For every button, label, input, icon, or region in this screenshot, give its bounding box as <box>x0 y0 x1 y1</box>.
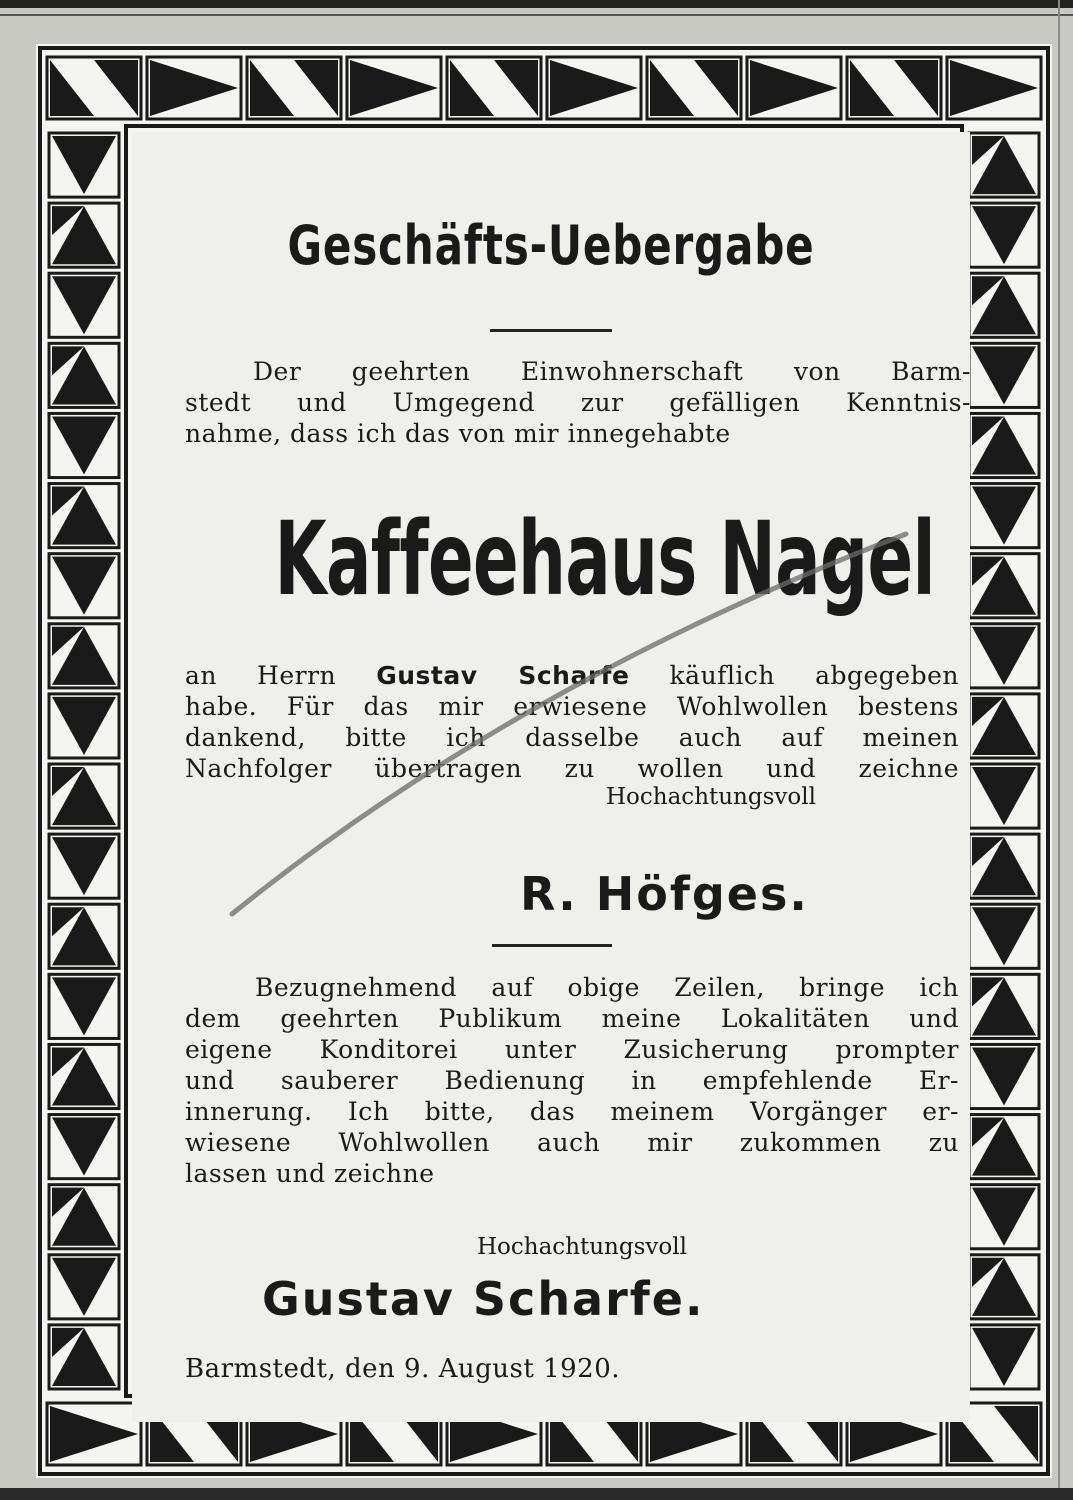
advertisement-frame <box>36 44 1052 1478</box>
intro-line: stedt und Umgegend zur gefälligen Kenntnis- <box>185 388 971 417</box>
newspaper-column-rule <box>1058 0 1060 1500</box>
transfer-paragraph <box>185 660 959 784</box>
border-tile <box>49 764 119 828</box>
advertisement-body <box>132 132 970 1422</box>
border-tile <box>49 834 119 898</box>
border-tile <box>647 57 741 119</box>
border-tile <box>49 904 119 968</box>
border-tile <box>49 694 119 758</box>
closing-1: Hochachtungsvoll <box>606 784 816 810</box>
border-tile <box>847 57 941 119</box>
border-tile <box>49 413 119 477</box>
border-tile <box>969 694 1039 758</box>
border-tile <box>147 57 241 119</box>
ad-title: Geschäfts-Uebergabe <box>287 214 815 277</box>
transfer-line: habe. Für das mir erwiesene Wohlwollen bestens <box>185 692 959 721</box>
border-tile <box>969 1044 1039 1108</box>
border-tile <box>47 1403 141 1465</box>
border-tile <box>49 273 119 337</box>
border-tile <box>49 1185 119 1249</box>
newspaper-top-rule <box>0 0 1073 8</box>
border-tile <box>969 764 1039 828</box>
border-tile <box>247 57 341 119</box>
second-line: Bezugnehmend auf obige Zeilen, bringe ich <box>255 973 959 1002</box>
title-divider <box>490 329 612 332</box>
border-tile <box>49 343 119 407</box>
border-tile <box>47 57 141 119</box>
border-tile <box>969 273 1039 337</box>
intro-line: Der geehrten Einwohnerschaft von Barm- <box>253 357 971 386</box>
border-tile <box>49 203 119 267</box>
intro-line: nahme, dass ich das von mir innegehabte <box>185 419 731 448</box>
border-tile <box>447 57 541 119</box>
border-tile <box>49 624 119 688</box>
border-tile <box>747 57 841 119</box>
intro-paragraph <box>185 356 971 449</box>
border-tile <box>969 413 1039 477</box>
border-tile <box>49 974 119 1038</box>
dateline: Barmstedt, den 9. August 1920. <box>185 1354 620 1384</box>
border-tile <box>969 1255 1039 1319</box>
border-tile <box>969 1325 1039 1389</box>
border-tile <box>969 554 1039 618</box>
second-line: innerung. Ich bitte, das meinem Vorgänger er- <box>185 1097 959 1126</box>
border-tile <box>969 203 1039 267</box>
border-tile <box>969 1115 1039 1179</box>
second-line: lassen und zeichne <box>185 1159 435 1188</box>
second-line: dem geehrten Publikum meine Lokalitäten und <box>185 1004 959 1033</box>
border-tile <box>547 57 641 119</box>
transfer-line: Nachfolger übertragen zu wollen und zeichne <box>185 754 959 783</box>
second-line: und sauberer Bedienung in empfehlende Er- <box>185 1066 959 1095</box>
border-tile <box>969 343 1039 407</box>
border-tile <box>969 133 1039 197</box>
border-tile <box>969 1185 1039 1249</box>
border-tile <box>947 57 1041 119</box>
border-tile <box>49 1115 119 1179</box>
closing-2: Hochachtungsvoll <box>477 1234 687 1260</box>
border-tile <box>969 974 1039 1038</box>
transfer-line: dankend, bitte ich dasselbe auch auf meinen <box>185 723 959 752</box>
transfer-line-1 <box>185 660 959 691</box>
border-tile <box>49 1255 119 1319</box>
buyer-name: Gustav Scharfe <box>376 661 630 690</box>
business-name: Kaffeehaus Nagel <box>274 500 935 619</box>
border-tile <box>49 1044 119 1108</box>
border-tile <box>969 834 1039 898</box>
border-tile <box>347 57 441 119</box>
border-tile <box>49 554 119 618</box>
border-tile <box>49 133 119 197</box>
border-tile <box>49 484 119 548</box>
border-tile <box>49 1325 119 1389</box>
newspaper-top-thin-rule <box>0 14 1073 16</box>
signature-1: R. Höfges. <box>520 867 809 921</box>
transfer-line-1-rest: käuflich abgegeben <box>629 661 959 690</box>
newspaper-bottom-rule <box>0 1488 1073 1500</box>
border-tile <box>969 904 1039 968</box>
transfer-prefix: an Herrn <box>185 661 377 690</box>
border-tile <box>969 624 1039 688</box>
middle-divider <box>492 944 612 947</box>
second-paragraph <box>185 972 959 1189</box>
second-line: wiesene Wohlwollen auch mir zukommen zu <box>185 1128 959 1157</box>
border-tile <box>969 484 1039 548</box>
signature-2: Gustav Scharfe. <box>262 1272 705 1326</box>
second-line: eigene Konditorei unter Zusicherung prompter <box>185 1035 959 1064</box>
